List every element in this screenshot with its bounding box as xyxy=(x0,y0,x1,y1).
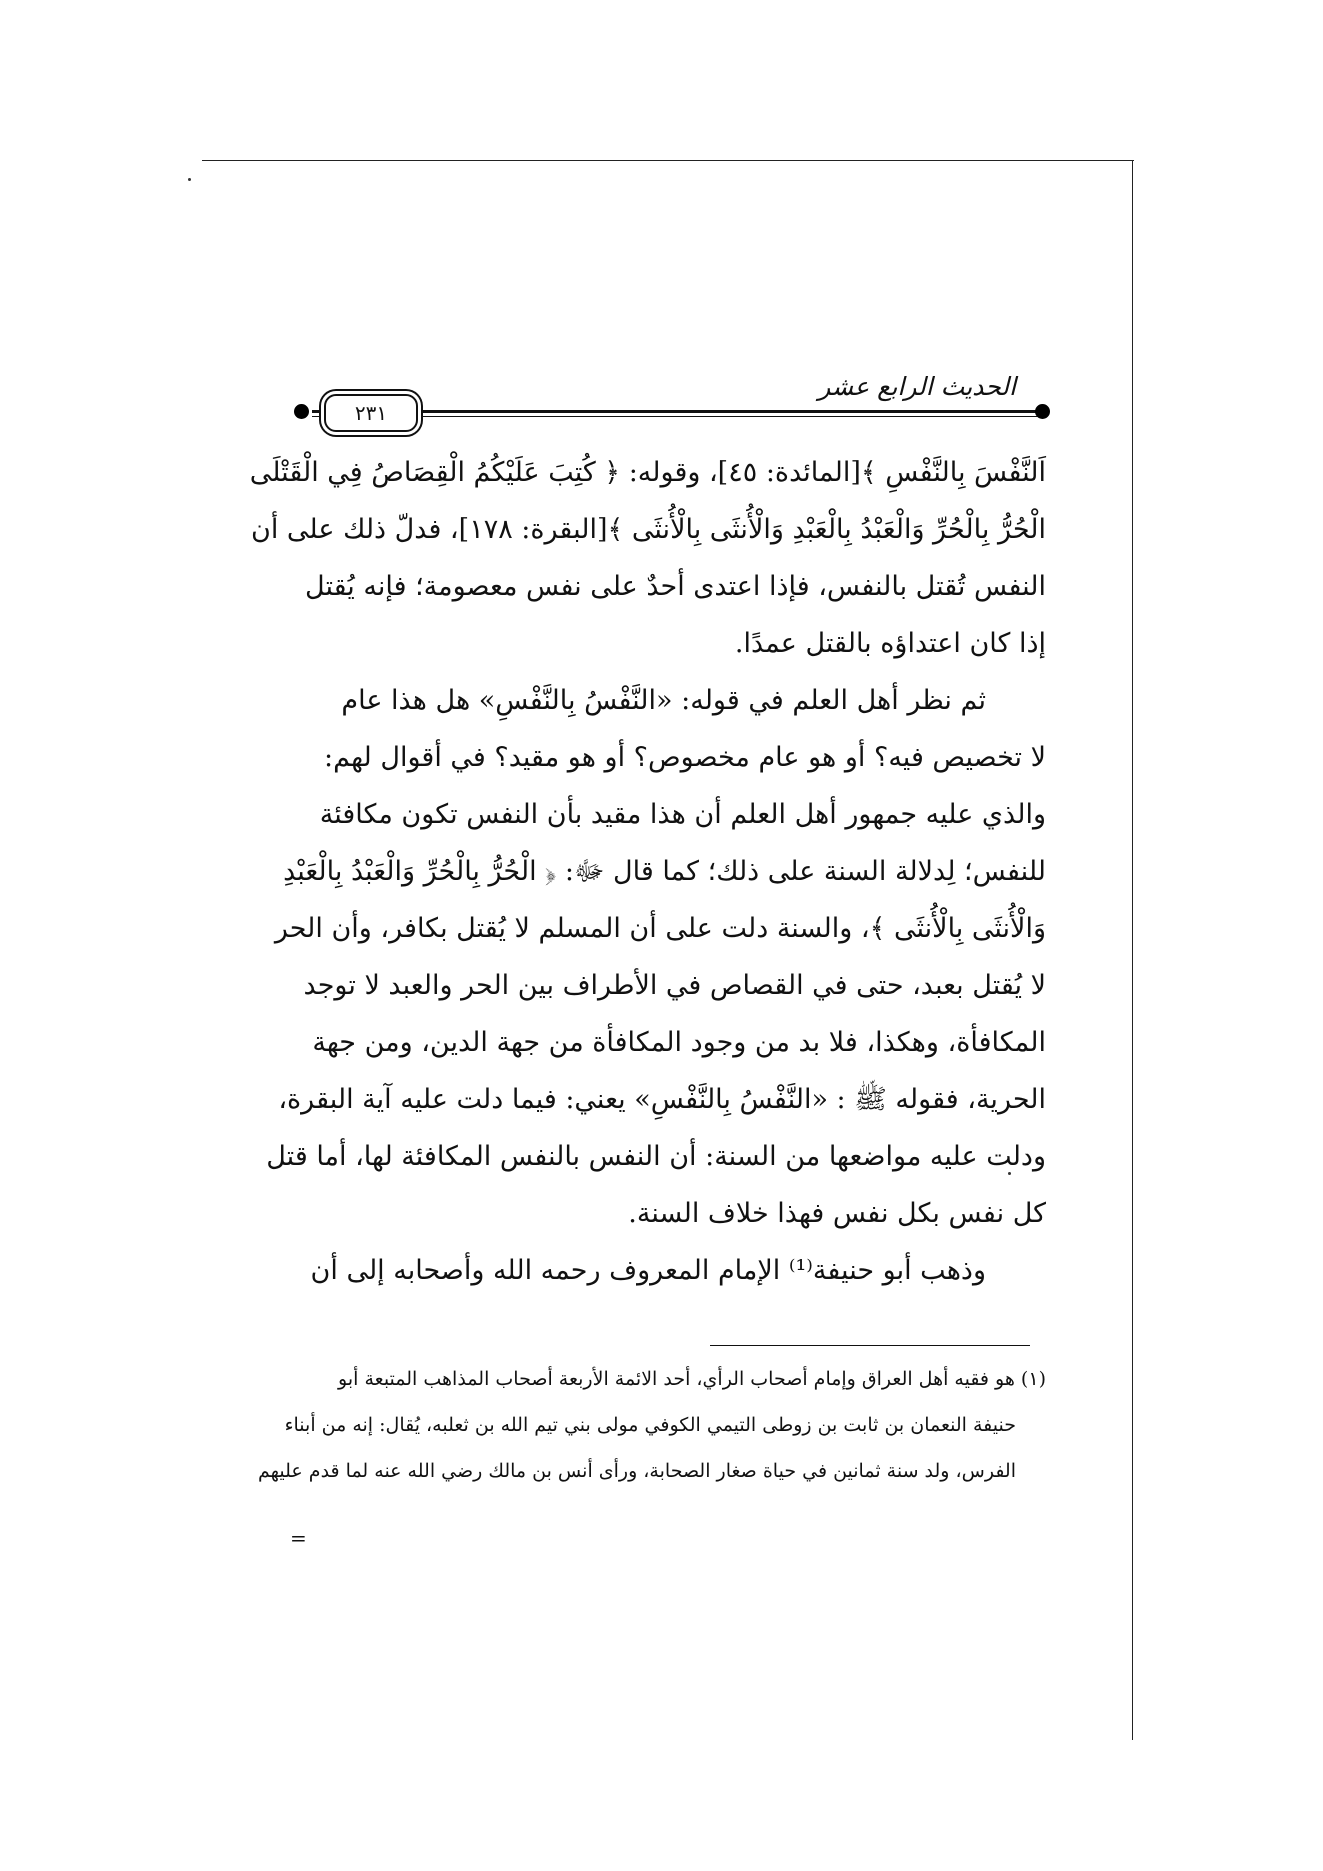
header-rule-thin xyxy=(312,416,1040,417)
text-line: والذي عليه جمهور أهل العلم أن هذا مقيد بأن النفس تكون مكافئة xyxy=(319,799,1046,830)
text-line: لا تخصيص فيه؟ أو هو عام مخصوص؟ أو هو مقيد؟ في أقوال لهم: xyxy=(324,742,1046,773)
footnote-line: (١) هو فقيه أهل العراق وإمام أصحاب الرأي، أحد الائمة الأربعة أصحاب المذاهب المتبعة أبو xyxy=(338,1368,1046,1390)
footnotes xyxy=(258,1356,1046,1494)
text-line: ودلت عليه مواضعها من السنة: أن النفس بالنفس المكافئة لها، أما قتل xyxy=(266,1141,1046,1172)
text-line: ثم نظر أهل العلم في قوله: «النَّفْسُ بِالنَّفْسِ» هل هذا عام xyxy=(341,685,986,716)
text-line: وذهب أبو حنيفة⁽¹⁾ الإمام المعروف رحمه الله وأصحابه إلى أن xyxy=(310,1255,986,1286)
footnote-continuation-mark: = xyxy=(290,1526,307,1550)
text-line: النفس تُقتل بالنفس، فإذا اعتدى أحدٌ على نفس معصومة؛ فإنه يُقتل xyxy=(305,571,1046,602)
footnote-separator xyxy=(710,1345,1030,1346)
rule-end-right xyxy=(1035,404,1050,419)
text-line: وَالْأُنثَى بِالْأُنثَى ﴾، والسنة دلت على أن المسلم لا يُقتل بكافر، وأن الحر xyxy=(274,913,1046,944)
page-number: ٢٣١ xyxy=(324,394,418,432)
footnote-line: الفرس، ولد سنة ثمانين في حياة صغار الصحابة، ورأى أنس بن مالك رضي الله عنه لما قدم عليهم xyxy=(258,1460,1016,1482)
text-line: كل نفس بكل نفس فهذا خلاف السنة. xyxy=(628,1198,1046,1229)
text-line: المكافأة، وهكذا، فلا بد من وجود المكافأة من جهة الدين، ومن جهة xyxy=(312,1027,1046,1058)
text-line: إذا كان اعتداؤه بالقتل عمدًا. xyxy=(734,628,1046,659)
header-rule xyxy=(312,410,1040,413)
text-line: اَلنَّفْسَ بِالنَّفْسِ ﴾[المائدة: ٤٥]، وقوله: ﴿ كُتِبَ عَلَيْكُمُ الْقِصَاصُ فِي الْقَتْلَى xyxy=(249,457,1046,488)
text-line: الْحُرُّ بِالْحُرِّ وَالْعَبْدُ بِالْعَبْدِ وَالْأُنثَى بِالْأُنثَى ﴾[البقرة: ١٧٨]، فدلّ ذلك على أن xyxy=(251,514,1046,545)
crop-mark-top xyxy=(202,160,1134,161)
speck xyxy=(188,178,191,181)
main-text xyxy=(249,444,1046,1299)
running-title: الحديث الرابع عشر xyxy=(814,372,1020,401)
crop-mark-right xyxy=(1132,160,1133,1740)
text-line: للنفس؛ لِدلالة السنة على ذلك؛ كما قال ﷻ: ﴿ الْحُرُّ بِالْحُرِّ وَالْعَبْدُ بِالْعَبْدِ xyxy=(283,856,1046,887)
footnote-line: حنيفة النعمان بن ثابت بن زوطى التيمي الكوفي مولى بني تيم الله بن ثعلبه، يُقال: إنه من أبناء xyxy=(284,1414,1016,1436)
page-header xyxy=(294,372,1050,432)
text-line: الحرية، فقوله ﷺ : «النَّفْسُ بِالنَّفْسِ» يعني: فيما دلت عليه آية البقرة، xyxy=(278,1084,1046,1115)
rule-end-left xyxy=(294,404,309,419)
text-line: لا يُقتل بعبد، حتى في القصاص في الأطراف بين الحر والعبد لا توجد xyxy=(303,970,1046,1001)
